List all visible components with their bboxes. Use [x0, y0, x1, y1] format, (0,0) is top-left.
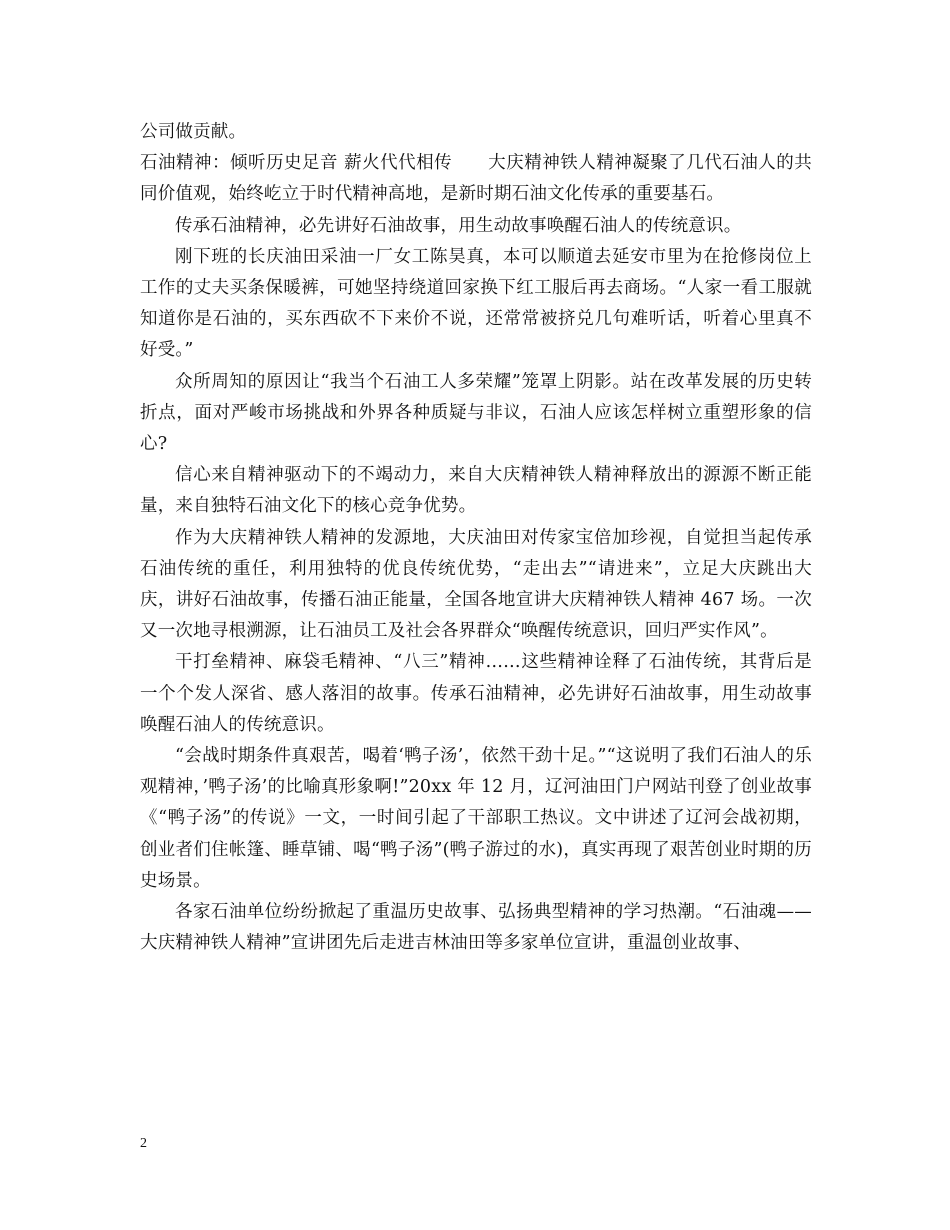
paragraph-3: 传承石油精神，必先讲好石油故事，用生动故事唤醒石油人的传统意识。 [175, 215, 742, 236]
paragraph-4: 刚下班的长庆油田采油一厂女工陈昊真，本可以顺道去延安市里为在抢修岗位上工作的丈夫买条保暖裤，可她坚持绕道回家换下红工服后再去商场。“人家一看工服就知道你是石油的，买东西砍不下来价不说，还常常被挤兑几句难听话，听着心里真不好受。” [140, 246, 812, 361]
paragraph-9: “会战时期条件真艰苦，喝着‘鸭子汤’，依然干劲十足。”“这说明了我们石油人的乐观精神，’鸭子汤’的比喻真形象啊!”20xx 年 12 月，辽河油田门户网站刊登了创业故事《“鸭子汤”的传说》一文，一时间引起了干部职工热议。文中讲述了辽河会战初期，创业者们住帐篷、睡草铺、喝“鸭子汤”(鸭子游过的水)，真实再现了艰苦创业时期的历史场景。 [140, 746, 812, 891]
paragraph-2: 石油精神：倾听历史足音 薪火代代相传 大庆精神铁人精神凝聚了几代石油人的共同价值观，始终屹立于时代精神高地，是新时期石油文化传承的重要基石。 [140, 153, 812, 205]
paragraph-8: 干打垒精神、麻袋毛精神、“八三”精神……这些精神诠释了石油传统，其背后是一个个发人深省、感人落泪的故事。传承石油精神，必先讲好石油故事，用生动故事唤醒石油人的传统意识。 [140, 652, 812, 735]
page-number: 2 [140, 1136, 147, 1151]
body-text [140, 117, 812, 959]
paragraph-10: 各家石油单位纷纷掀起了重温历史故事、弘扬典型精神的学习热潮。“石油魂——大庆精神铁人精神”宣讲团先后走进吉林油田等多家单位宣讲，重温创业故事、 [140, 902, 812, 954]
paragraph-6: 信心来自精神驱动下的不竭动力，来自大庆精神铁人精神释放出的源源不断正能量，来自独特石油文化下的核心竞争优势。 [140, 465, 812, 517]
paragraph-7: 作为大庆精神铁人精神的发源地，大庆油田对传家宝倍加珍视，自觉担当起传承石油传统的重任，利用独特的优良传统优势，“走出去”“请进来”，立足大庆跳出大庆，讲好石油故事，传播石油正能量，全国各地宣讲大庆精神铁人精神 467 场。一次又一次地寻根溯源，让石油员工及社会各界群众“唤醒传统意识，回归严实作风”。 [140, 527, 812, 642]
paragraph-5: 众所周知的原因让“我当个石油工人多荣耀”笼罩上阴影。站在改革发展的历史转折点，面对严峻市场挑战和外界各种质疑与非议，石油人应该怎样树立重塑形象的信心? [140, 371, 812, 455]
paragraph-1: 公司做贡献。 [140, 122, 247, 142]
